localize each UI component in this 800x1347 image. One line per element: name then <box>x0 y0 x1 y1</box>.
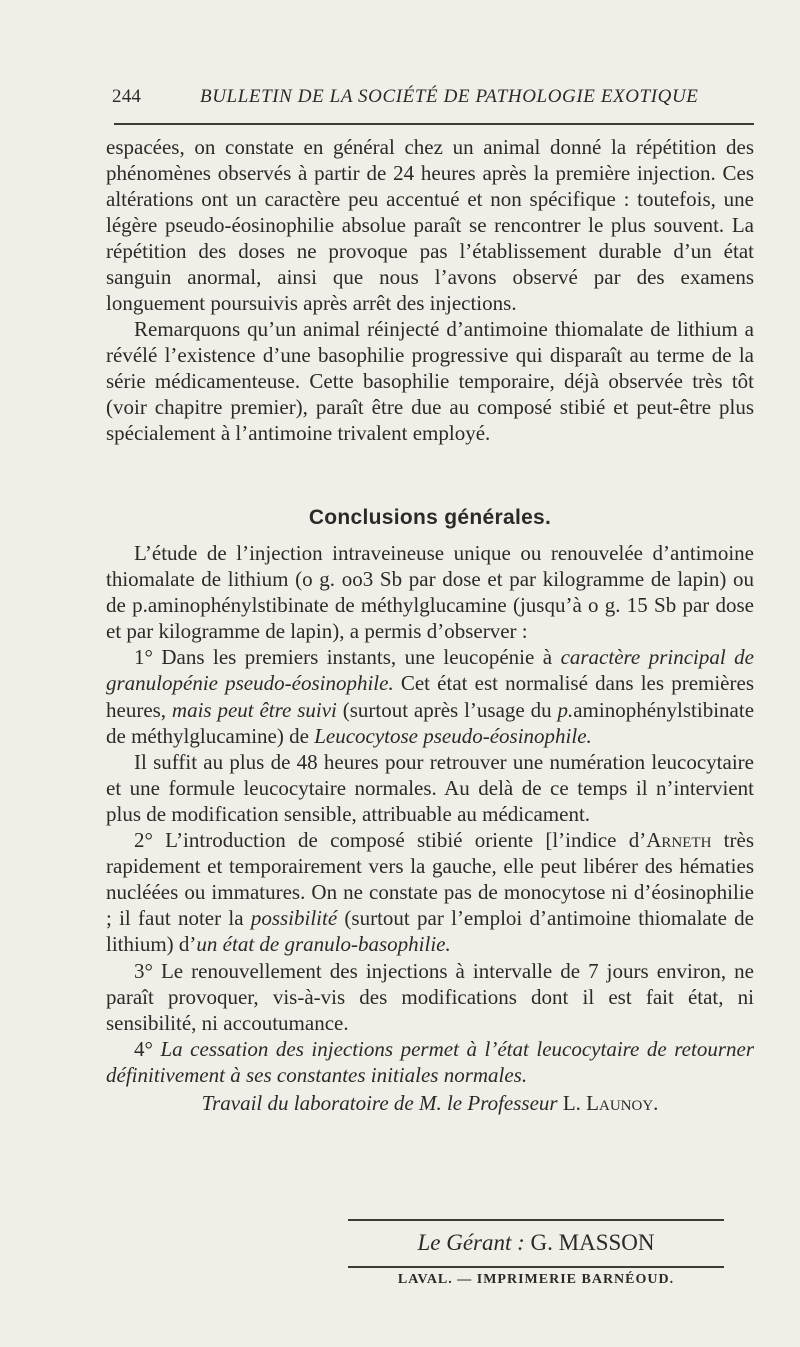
body-text-conclusions <box>106 540 754 1116</box>
paragraph-point-1 <box>106 644 754 748</box>
paragraph-continuation: espacées, on constate en général chez un animal donné la répétition des phénomènes observés à partir de 24 heures après la première injection. Ces altérations ont un caractère peu accentué et non spécifique : toutefois, une légère pseudo-éosinophilie absolue paraît se rencontrer le plus souvent. La répétition des doses ne provoque pas l’établissement durable d’un état sanguin anormal, ainsi que nous l’avons observé par des examens longuement poursuivis après arrêt des injections. <box>106 135 754 315</box>
paragraph-intro: L’étude de l’injection intraveineuse unique ou renouvelée d’antimoine thiomalate de lithium (o g. oo3 Sb par dose et par kilogramme de lapin) ou de p.aminophénylstibinate de méthylglucamine (jusqu’à o g. 15 Sb par dose et par kilogramme de lapin), a permis d’observer : <box>106 541 754 644</box>
paragraph-remarquons: Remarquons qu’un animal réinjecté d’antimoine thiomalate de lithium a révélé l’existence d’une basophilie progressive qui disparaît au terme de la série médicamenteuse. Cette basophilie temporaire, déjà observée très tôt (voir chapitre premier), paraît être due au composé stibié et peut-être plus spécialement à l’antimoine trivalent employé. <box>106 317 754 445</box>
section-heading: Conclusions générales. <box>308 506 552 529</box>
text-run: aminophénylstibinate de méthylglucamine) de <box>106 697 755 748</box>
lab-credit <box>106 1090 754 1116</box>
text-run-italic: Travail du laboratoire de M. le Professeur <box>201 1090 558 1115</box>
text-run: L. <box>557 1090 587 1115</box>
printer-imprint: LAVAL. — IMPRIMERIE BARNÉOUD. <box>397 1272 675 1287</box>
body-text-top <box>106 134 754 446</box>
text-run: très rapidement et temporairement vers la gauche, elle peut libérer des hématies nucléées ou immatures. On ne constate pas de monocytose ni d’éosinophilie ; il faut noter la <box>106 828 754 931</box>
gerant-label: Le Gérant : <box>417 1230 525 1255</box>
text-run-small-caps: Arneth <box>646 828 712 853</box>
signature-rule-top <box>348 1219 724 1221</box>
page-number: 244 <box>112 86 142 107</box>
paragraph-point-2 <box>106 827 754 957</box>
text-run-italic: mais peut être suivi <box>171 697 337 722</box>
gerant-line <box>348 1230 724 1256</box>
text-run-italic: possibilité <box>250 906 338 931</box>
signature-rule-bottom <box>348 1266 724 1268</box>
text-run: . <box>653 1090 659 1115</box>
text-run: Cet état est normalisé dans les premières heures, <box>106 671 754 722</box>
journal-title: BULLETIN DE LA SOCIÉTÉ DE PATHOLOGIE EXOTIQUE <box>200 86 699 107</box>
paragraph-point-3: 3° Le renouvellement des injections à intervalle de 7 jours environ, ne paraît provoquer, vis-à-vis des modifications dont il est fait état, ni sensibilité, ni accoutumance. <box>106 958 754 1035</box>
text-run: 1° Dans les premiers instants, une leucopénie à <box>134 645 561 670</box>
text-run: 4° <box>134 1036 161 1061</box>
paragraph-point-1b: Il suffit au plus de 48 heures pour retrouver une numération leucocytaire et une formule leucocytaire normales. Au delà de ce temps il n’intervient plus de modification sensible, attribuable au médicament. <box>106 749 754 826</box>
text-run-italic: caractère principal de granulopénie pseudo-éosinophile. <box>106 645 754 696</box>
text-run-italic: La cessation des injections permet à l’état leucocytaire de retourner définitivement à ses constantes initiales normales. <box>106 1036 754 1087</box>
text-run: (surtout après l’usage du <box>336 697 558 722</box>
text-run-italic: Leucocytose pseudo-éosinophile. <box>314 723 592 748</box>
header-rule <box>114 123 754 125</box>
gerant-name: G. MASSON <box>530 1230 655 1255</box>
text-run-italic: p. <box>557 697 574 722</box>
text-run-small-caps: Launoy <box>586 1090 654 1115</box>
text-run: 2° L’introduction de composé stibié oriente [l’indice d’ <box>134 828 647 853</box>
paragraph-point-4 <box>106 1036 754 1088</box>
text-run-italic: un état de granulo-basophilie. <box>196 932 451 957</box>
text-run: (surtout par l’emploi d’antimoine thiomalate de lithium) d’ <box>106 906 754 957</box>
